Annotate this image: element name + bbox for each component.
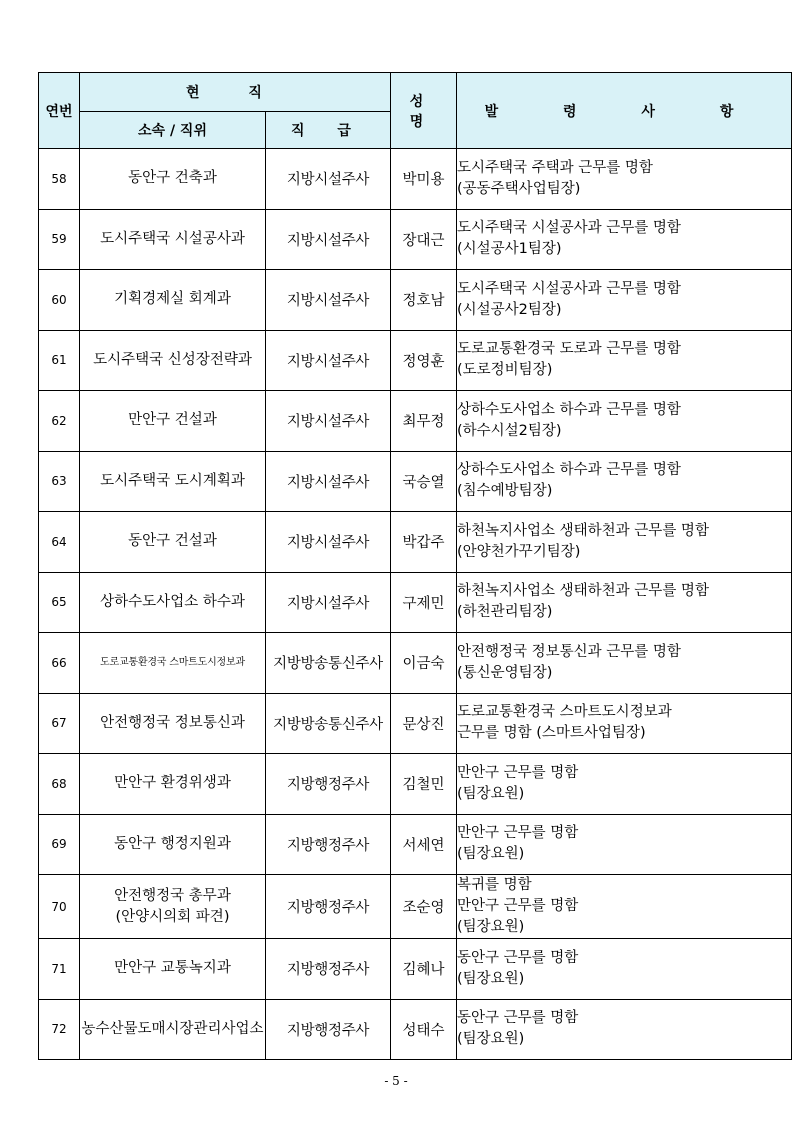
table-row bbox=[39, 693, 792, 754]
name-cell: 정호남 bbox=[391, 270, 457, 331]
order-cell-line: 안전행정국 정보통신과 근무를 명함 bbox=[457, 643, 681, 660]
name-cell: 구제민 bbox=[391, 572, 457, 633]
name-cell: 박갑주 bbox=[391, 512, 457, 573]
order-cell-line: (팀장요원) bbox=[457, 846, 525, 863]
dept-cell-line: 안전행정국 총무과 bbox=[114, 887, 231, 904]
rank-cell: 지방시설주사 bbox=[266, 512, 391, 573]
order-cell bbox=[457, 209, 792, 270]
dept-cell-line: 농수산물도매시장관리사업소 bbox=[81, 1020, 264, 1037]
order-cell bbox=[457, 512, 792, 573]
order-cell-line: 근무를 명함 (스마트사업팀장) bbox=[457, 725, 646, 742]
table-row bbox=[39, 391, 792, 452]
header-order: 발 령 사 항 bbox=[457, 73, 792, 149]
header-no: 연번 bbox=[39, 73, 80, 149]
header-rank: 직 급 bbox=[266, 112, 391, 149]
dept-cell bbox=[80, 512, 266, 573]
rank-cell: 지방행정주사 bbox=[266, 875, 391, 939]
name-cell: 김철민 bbox=[391, 754, 457, 815]
order-cell-line: (하천관리팀장) bbox=[457, 604, 553, 621]
name-cell: 문상진 bbox=[391, 693, 457, 754]
order-cell-line: 동안구 근무를 명함 bbox=[457, 949, 579, 966]
name-cell: 장대근 bbox=[391, 209, 457, 270]
order-cell bbox=[457, 451, 792, 512]
order-cell-line: (팀장요원) bbox=[457, 919, 525, 936]
dept-cell bbox=[80, 270, 266, 331]
order-cell-line: (시설공사1팀장) bbox=[457, 241, 562, 258]
header-dept: 소속 / 직위 bbox=[80, 112, 266, 149]
order-cell bbox=[457, 875, 792, 939]
dept-cell bbox=[80, 754, 266, 815]
table-row bbox=[39, 633, 792, 694]
header-current: 현 직 bbox=[80, 73, 391, 112]
order-cell-line: (통신운영팀장) bbox=[457, 664, 553, 681]
table-row bbox=[39, 330, 792, 391]
order-cell-line: (팀장요원) bbox=[457, 785, 525, 802]
order-cell bbox=[457, 391, 792, 452]
order-cell-line: (침수예방팀장) bbox=[457, 483, 553, 500]
dept-cell bbox=[80, 693, 266, 754]
name-cell: 국승열 bbox=[391, 451, 457, 512]
order-cell bbox=[457, 270, 792, 331]
table-row bbox=[39, 451, 792, 512]
dept-cell-line: 도로교통환경국 스마트도시정보과 bbox=[100, 656, 245, 668]
row-number: 68 bbox=[39, 754, 80, 815]
name-cell: 정영훈 bbox=[391, 330, 457, 391]
row-number: 62 bbox=[39, 391, 80, 452]
order-cell-line: 만안구 근무를 명함 bbox=[457, 898, 579, 915]
row-number: 71 bbox=[39, 939, 80, 1000]
dept-cell bbox=[80, 875, 266, 939]
order-cell-line: (도로정비팀장) bbox=[457, 362, 553, 379]
table-row bbox=[39, 149, 792, 210]
dept-cell-line: 만안구 환경위생과 bbox=[114, 775, 231, 792]
rank-cell: 지방시설주사 bbox=[266, 270, 391, 331]
order-cell-line: 동안구 근무를 명함 bbox=[457, 1010, 579, 1027]
dept-cell-line: 안전행정국 정보통신과 bbox=[100, 714, 245, 731]
rank-cell: 지방시설주사 bbox=[266, 209, 391, 270]
order-cell-line: (공동주택사업팀장) bbox=[457, 180, 581, 197]
row-number: 70 bbox=[39, 875, 80, 939]
dept-cell-line: 동안구 행정지원과 bbox=[114, 835, 231, 852]
rank-cell: 지방행정주사 bbox=[266, 999, 391, 1060]
name-cell: 조순영 bbox=[391, 875, 457, 939]
order-cell bbox=[457, 814, 792, 875]
order-cell-line: 도시주택국 주택과 근무를 명함 bbox=[457, 159, 653, 176]
dept-cell bbox=[80, 633, 266, 694]
order-cell-line: 복귀를 명함 bbox=[457, 877, 532, 893]
table-row bbox=[39, 209, 792, 270]
dept-cell-line: 동안구 건설과 bbox=[128, 533, 217, 550]
dept-cell-line: 도시주택국 신성장전략과 bbox=[93, 351, 252, 368]
order-cell-line: 하천녹지사업소 생태하천과 근무를 명함 bbox=[457, 522, 709, 539]
table-row bbox=[39, 512, 792, 573]
order-cell-line: 만안구 근무를 명함 bbox=[457, 764, 579, 781]
page-number: - 5 - bbox=[384, 1074, 408, 1088]
order-cell bbox=[457, 330, 792, 391]
row-number: 65 bbox=[39, 572, 80, 633]
row-number: 72 bbox=[39, 999, 80, 1060]
row-number: 69 bbox=[39, 814, 80, 875]
row-number: 61 bbox=[39, 330, 80, 391]
table-body bbox=[39, 149, 792, 1060]
header-row-1 bbox=[39, 73, 792, 112]
order-cell-line: 하천녹지사업소 생태하천과 근무를 명함 bbox=[457, 583, 709, 600]
dept-cell bbox=[80, 330, 266, 391]
order-cell-line: 도시주택국 시설공사과 근무를 명함 bbox=[457, 220, 681, 237]
row-number: 59 bbox=[39, 209, 80, 270]
order-cell bbox=[457, 572, 792, 633]
rank-cell: 지방시설주사 bbox=[266, 572, 391, 633]
order-cell-line: 도로교통환경국 스마트도시정보과 bbox=[457, 704, 672, 721]
row-number: 58 bbox=[39, 149, 80, 210]
dept-cell bbox=[80, 939, 266, 1000]
dept-cell-line: 도시주택국 도시계획과 bbox=[100, 472, 245, 489]
rank-cell: 지방시설주사 bbox=[266, 451, 391, 512]
row-number: 63 bbox=[39, 451, 80, 512]
rank-cell: 지방방송통신주사 bbox=[266, 693, 391, 754]
name-cell: 박미용 bbox=[391, 149, 457, 210]
name-cell: 성태수 bbox=[391, 999, 457, 1060]
dept-cell bbox=[80, 451, 266, 512]
table-row bbox=[39, 875, 792, 939]
order-cell bbox=[457, 693, 792, 754]
dept-cell-line: 만안구 교통녹지과 bbox=[114, 960, 231, 977]
order-cell bbox=[457, 754, 792, 815]
dept-cell-line: 동안구 건축과 bbox=[128, 170, 217, 187]
table-row bbox=[39, 754, 792, 815]
dept-cell-line: (안양시의회 파견) bbox=[115, 908, 230, 925]
rank-cell: 지방시설주사 bbox=[266, 149, 391, 210]
name-cell: 최무정 bbox=[391, 391, 457, 452]
dept-cell bbox=[80, 814, 266, 875]
dept-cell-line: 도시주택국 시설공사과 bbox=[100, 230, 245, 247]
dept-cell bbox=[80, 999, 266, 1060]
dept-cell bbox=[80, 209, 266, 270]
name-cell: 이금숙 bbox=[391, 633, 457, 694]
order-cell-line: 상하수도사업소 하수과 근무를 명함 bbox=[457, 401, 681, 418]
row-number: 64 bbox=[39, 512, 80, 573]
order-cell-line: (시설공사2팀장) bbox=[457, 301, 562, 318]
name-cell: 서세연 bbox=[391, 814, 457, 875]
order-cell-line: (팀장요원) bbox=[457, 1031, 525, 1048]
rank-cell: 지방방송통신주사 bbox=[266, 633, 391, 694]
order-cell bbox=[457, 149, 792, 210]
personnel-table bbox=[38, 72, 792, 1060]
dept-cell-line: 상하수도사업소 하수과 bbox=[100, 593, 245, 610]
order-cell bbox=[457, 633, 792, 694]
order-cell-line: 도시주택국 시설공사과 근무를 명함 bbox=[457, 280, 681, 297]
dept-cell-line: 기획경제실 회계과 bbox=[114, 291, 231, 308]
order-cell bbox=[457, 939, 792, 1000]
rank-cell: 지방시설주사 bbox=[266, 330, 391, 391]
rank-cell: 지방행정주사 bbox=[266, 754, 391, 815]
row-number: 66 bbox=[39, 633, 80, 694]
table-row bbox=[39, 939, 792, 1000]
name-cell: 김혜나 bbox=[391, 939, 457, 1000]
table-row bbox=[39, 814, 792, 875]
order-cell-line: (안양천가꾸기팀장) bbox=[457, 543, 581, 560]
dept-cell-line: 만안구 건설과 bbox=[128, 412, 217, 429]
order-cell bbox=[457, 999, 792, 1060]
dept-cell bbox=[80, 149, 266, 210]
table-row bbox=[39, 572, 792, 633]
dept-cell bbox=[80, 572, 266, 633]
rank-cell: 지방행정주사 bbox=[266, 939, 391, 1000]
table-row bbox=[39, 999, 792, 1060]
order-cell-line: 상하수도사업소 하수과 근무를 명함 bbox=[457, 462, 681, 479]
rank-cell: 지방시설주사 bbox=[266, 391, 391, 452]
order-cell-line: (팀장요원) bbox=[457, 970, 525, 987]
order-cell-line: 만안구 근무를 명함 bbox=[457, 825, 579, 842]
order-cell-line: 도로교통환경국 도로과 근무를 명함 bbox=[457, 341, 681, 358]
dept-cell bbox=[80, 391, 266, 452]
row-number: 67 bbox=[39, 693, 80, 754]
rank-cell: 지방행정주사 bbox=[266, 814, 391, 875]
order-cell-line: (하수시설2팀장) bbox=[457, 422, 562, 439]
header-name: 성 명 bbox=[391, 73, 457, 149]
row-number: 60 bbox=[39, 270, 80, 331]
table-row bbox=[39, 270, 792, 331]
